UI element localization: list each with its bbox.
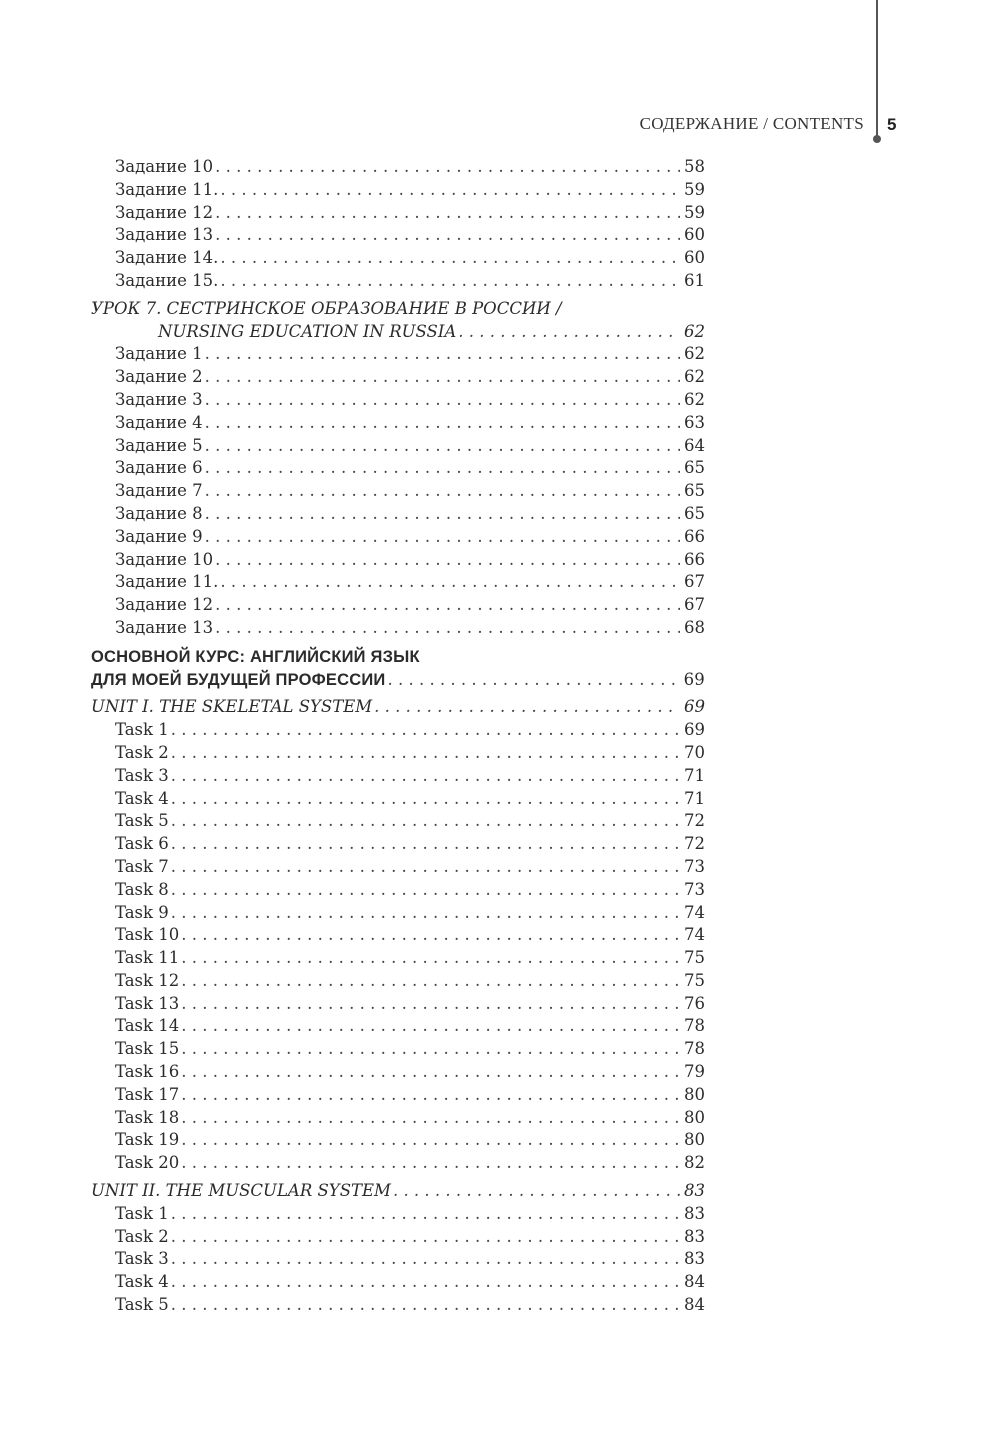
toc-entry-page: 83 <box>684 1181 705 1201</box>
toc-entry-label: Задание 4 <box>115 412 203 432</box>
running-head: СОДЕРЖАНИЕ / CONTENTS <box>639 114 864 133</box>
lesson-title-line1: УРОК 7. СЕСТРИНСКОЕ ОБРАЗОВАНИЕ В РОССИИ / <box>91 298 562 318</box>
toc-entry[interactable] <box>91 156 705 179</box>
toc-entry-label: Задание 11. <box>115 572 219 592</box>
toc-entry-page: 70 <box>684 742 705 762</box>
dot-leader <box>171 833 680 856</box>
toc-unit-1[interactable] <box>91 696 705 719</box>
toc-entry-page: 61 <box>684 270 705 290</box>
toc-entry-page: 73 <box>684 856 705 876</box>
dot-leader <box>205 503 680 526</box>
toc-entry-page: 60 <box>684 225 705 245</box>
toc-entry-page: 62 <box>684 344 705 364</box>
toc-entry-label: Задание 13 <box>115 617 214 637</box>
toc-entry[interactable] <box>91 947 705 970</box>
dot-leader <box>215 224 680 247</box>
dot-leader <box>171 765 680 788</box>
dot-leader <box>220 179 680 202</box>
toc-entry-label: Задание 7 <box>115 481 203 501</box>
toc-entry-page: 82 <box>684 1153 705 1173</box>
toc-entry-label: Задание 1 <box>115 344 203 364</box>
dot-leader <box>181 1107 680 1130</box>
toc-entry[interactable] <box>91 389 705 412</box>
toc-entry-page: 66 <box>684 549 705 569</box>
margin-rule <box>876 0 878 139</box>
toc-entry-label: Задание 14. <box>115 248 219 268</box>
dot-leader <box>171 856 680 879</box>
toc-entry[interactable] <box>91 526 705 549</box>
table-of-contents <box>91 156 705 1317</box>
dot-leader <box>171 719 680 742</box>
toc-entry-label: Task 4 <box>115 788 169 808</box>
toc-entry-label: Task 13 <box>115 993 180 1013</box>
toc-entry-label: Задание 8 <box>115 503 203 523</box>
toc-entry-page: 75 <box>684 948 705 968</box>
toc-entry-label: Task 9 <box>115 902 169 922</box>
toc-entry-page: 68 <box>684 617 705 637</box>
toc-entry[interactable] <box>91 1203 705 1226</box>
toc-entry-page: 72 <box>684 834 705 854</box>
toc-entry-label: Задание 15. <box>115 270 219 290</box>
toc-entry[interactable] <box>91 202 705 225</box>
toc-entry-label: UNIT I. THE SKELETAL SYSTEM <box>91 697 373 717</box>
dot-leader <box>220 571 680 594</box>
toc-entry-label: Task 20 <box>115 1153 180 1173</box>
dot-leader <box>181 1084 680 1107</box>
dot-leader <box>393 1180 680 1203</box>
toc-entry-label: Задание 13 <box>115 225 214 245</box>
toc-entry-label: Задание 12 <box>115 202 214 222</box>
dot-leader <box>171 742 680 765</box>
toc-entry[interactable] <box>91 1152 705 1175</box>
toc-group-tasks-unit1 <box>91 719 705 1175</box>
toc-entry-page: 62 <box>684 321 705 341</box>
toc-entry-label: Task 3 <box>115 1249 169 1269</box>
toc-entry-label: Task 15 <box>115 1039 180 1059</box>
toc-entry-label: Задание 10 <box>115 549 214 569</box>
toc-entry-label: Задание 12 <box>115 595 214 615</box>
toc-entry-label: Task 2 <box>115 742 169 762</box>
dot-leader <box>205 343 680 366</box>
toc-entry-label: Task 5 <box>115 1295 169 1315</box>
toc-lesson-7[interactable] <box>91 298 705 344</box>
toc-group-assignments-lesson7 <box>91 343 705 639</box>
toc-entry[interactable] <box>91 1248 705 1271</box>
toc-entry-page: 78 <box>684 1039 705 1059</box>
toc-entry-label: Task 12 <box>115 970 180 990</box>
toc-entry-page: 58 <box>684 157 705 176</box>
toc-entry-page: 72 <box>684 811 705 831</box>
toc-entry-label: Task 14 <box>115 1016 180 1036</box>
toc-entry-page: 69 <box>683 669 705 689</box>
toc-entry[interactable] <box>91 1226 705 1249</box>
toc-entry-page: 66 <box>684 526 705 546</box>
dot-leader <box>171 902 680 925</box>
dot-leader <box>181 924 680 947</box>
toc-entry-label: Task 7 <box>115 856 169 876</box>
toc-entry-label: Задание 3 <box>115 389 203 409</box>
toc-entry-page: 80 <box>684 1084 705 1104</box>
toc-entry <box>91 669 705 692</box>
toc-entry-page: 80 <box>684 1107 705 1127</box>
toc-entry-page: 83 <box>684 1249 705 1269</box>
dot-leader <box>205 526 680 549</box>
toc-entry-label: Задание 10 <box>115 157 214 176</box>
dot-leader <box>215 202 680 225</box>
dot-leader <box>215 156 680 179</box>
toc-entry-page: 83 <box>684 1226 705 1246</box>
toc-entry-label: Task 10 <box>115 925 180 945</box>
toc-entry[interactable] <box>91 742 705 765</box>
toc-entry[interactable] <box>91 1107 705 1130</box>
dot-leader <box>181 1015 680 1038</box>
dot-leader <box>171 1271 680 1294</box>
toc-entry-label: Task 11 <box>115 948 180 968</box>
toc-entry-page: 69 <box>684 720 705 740</box>
toc-entry[interactable] <box>91 480 705 503</box>
dot-leader <box>171 879 680 902</box>
toc-entry-label: Задание 2 <box>115 367 203 387</box>
toc-entry-label: Задание 11. <box>115 179 219 199</box>
dot-leader <box>181 947 680 970</box>
toc-entry-page: 65 <box>684 481 705 501</box>
toc-entry[interactable] <box>91 719 705 742</box>
dot-leader <box>171 1294 680 1317</box>
dot-leader <box>171 1203 680 1226</box>
dot-leader <box>171 810 680 833</box>
toc-entry[interactable] <box>91 270 705 293</box>
dot-leader <box>171 1248 680 1271</box>
dot-leader <box>181 1038 680 1061</box>
page-number: 5 <box>887 115 897 134</box>
dot-leader <box>387 669 680 692</box>
toc-entry-label: Task 4 <box>115 1272 169 1292</box>
toc-entry[interactable] <box>91 457 705 480</box>
toc-entry-page: 65 <box>684 458 705 478</box>
toc-entry-page: 60 <box>684 248 705 268</box>
section-title-line1: ОСНОВНОЙ КУРС: АНГЛИЙСКИЙ ЯЗЫК <box>91 647 420 666</box>
toc-entry <box>91 321 705 344</box>
dot-leader <box>205 435 680 458</box>
dot-leader <box>458 321 680 344</box>
toc-entry-label: Task 17 <box>115 1084 180 1104</box>
toc-entry[interactable] <box>91 617 705 640</box>
toc-entry[interactable] <box>91 1038 705 1061</box>
toc-group-assignments-lesson6 <box>91 156 705 293</box>
toc-unit-2[interactable] <box>91 1180 705 1203</box>
toc-entry-label: Task 6 <box>115 834 169 854</box>
toc-group-tasks-unit2 <box>91 1203 705 1317</box>
dot-leader <box>205 412 680 435</box>
dot-leader <box>215 549 680 572</box>
dot-leader <box>181 970 680 993</box>
toc-entry-label: Task 1 <box>115 1203 169 1223</box>
toc-entry[interactable] <box>91 503 705 526</box>
toc-entry-label: Task 2 <box>115 1226 169 1246</box>
toc-entry-page: 78 <box>684 1016 705 1036</box>
dot-leader <box>220 270 680 293</box>
toc-entry-page: 84 <box>684 1295 705 1315</box>
toc-entry[interactable] <box>91 924 705 947</box>
toc-entry[interactable] <box>91 1294 705 1317</box>
toc-main-course[interactable] <box>91 646 705 692</box>
toc-entry-label: Task 19 <box>115 1130 180 1150</box>
toc-entry-page: 62 <box>684 389 705 409</box>
toc-entry-page: 65 <box>684 503 705 523</box>
toc-entry[interactable] <box>91 366 705 389</box>
toc-entry[interactable] <box>91 343 705 366</box>
toc-entry[interactable] <box>91 879 705 902</box>
toc-entry-page: 84 <box>684 1272 705 1292</box>
toc-entry-label: Task 3 <box>115 765 169 785</box>
dot-leader <box>171 788 680 811</box>
toc-entry[interactable] <box>91 1061 705 1084</box>
toc-entry[interactable] <box>91 970 705 993</box>
dot-leader <box>181 1129 680 1152</box>
toc-entry-label: Task 18 <box>115 1107 180 1127</box>
toc-entry-page: 76 <box>684 993 705 1013</box>
toc-entry-page: 62 <box>684 367 705 387</box>
toc-entry[interactable] <box>91 902 705 925</box>
toc-entry[interactable] <box>91 412 705 435</box>
toc-entry[interactable] <box>91 765 705 788</box>
toc-entry-page: 83 <box>684 1203 705 1223</box>
dot-leader <box>205 389 680 412</box>
toc-entry-page: 59 <box>684 202 705 222</box>
toc-entry[interactable] <box>91 810 705 833</box>
dot-leader <box>181 1061 680 1084</box>
toc-entry-page: 73 <box>684 879 705 899</box>
dot-leader <box>215 594 680 617</box>
toc-entry[interactable] <box>91 435 705 458</box>
dot-leader <box>215 617 680 640</box>
toc-entry-label: Task 8 <box>115 879 169 899</box>
margin-rule-dot <box>873 135 881 143</box>
toc-entry[interactable] <box>91 224 705 247</box>
section-title-line2: ДЛЯ МОЕЙ БУДУЩЕЙ ПРОФЕССИИ <box>91 670 386 689</box>
toc-entry-label: Задание 9 <box>115 526 203 546</box>
toc-entry-page: 74 <box>684 925 705 945</box>
toc-entry[interactable] <box>91 247 705 270</box>
toc-entry-page: 67 <box>684 595 705 615</box>
toc-entry-page: 71 <box>684 765 705 785</box>
toc-entry-page: 71 <box>684 788 705 808</box>
toc-entry-page: 80 <box>684 1130 705 1150</box>
toc-entry-page: 63 <box>684 412 705 432</box>
toc-entry[interactable] <box>91 1271 705 1294</box>
toc-entry-page: 79 <box>684 1062 705 1082</box>
toc-entry-page: 59 <box>684 179 705 199</box>
toc-entry[interactable] <box>91 1015 705 1038</box>
toc-entry-page: 69 <box>684 697 705 717</box>
toc-entry[interactable] <box>91 571 705 594</box>
toc-entry[interactable] <box>91 179 705 202</box>
toc-entry[interactable] <box>91 1084 705 1107</box>
dot-leader <box>181 1152 680 1175</box>
toc-entry[interactable] <box>91 788 705 811</box>
dot-leader <box>374 696 680 719</box>
dot-leader <box>220 247 680 270</box>
toc-entry[interactable] <box>91 993 705 1016</box>
toc-entry[interactable] <box>91 594 705 617</box>
toc-entry-page: 67 <box>684 572 705 592</box>
dot-leader <box>205 366 680 389</box>
toc-entry-page: 75 <box>684 970 705 990</box>
toc-entry-label: Задание 5 <box>115 435 203 455</box>
toc-entry-page: 64 <box>684 435 705 455</box>
toc-entry-label: Задание 6 <box>115 458 203 478</box>
toc-entry[interactable] <box>91 1129 705 1152</box>
lesson-title-line2: NURSING EDUCATION IN RUSSIA <box>158 321 457 341</box>
toc-entry-label: Task 16 <box>115 1062 180 1082</box>
dot-leader <box>181 993 680 1016</box>
dot-leader <box>205 480 680 503</box>
toc-entry-label: UNIT II. THE MUSCULAR SYSTEM <box>91 1181 391 1201</box>
dot-leader <box>205 457 680 480</box>
toc-entry-page: 74 <box>684 902 705 922</box>
dot-leader <box>171 1226 680 1249</box>
toc-entry-label: Task 1 <box>115 720 169 740</box>
toc-entry-label: Task 5 <box>115 811 169 831</box>
toc-entry[interactable] <box>91 856 705 879</box>
toc-entry[interactable] <box>91 833 705 856</box>
toc-entry[interactable] <box>91 549 705 572</box>
